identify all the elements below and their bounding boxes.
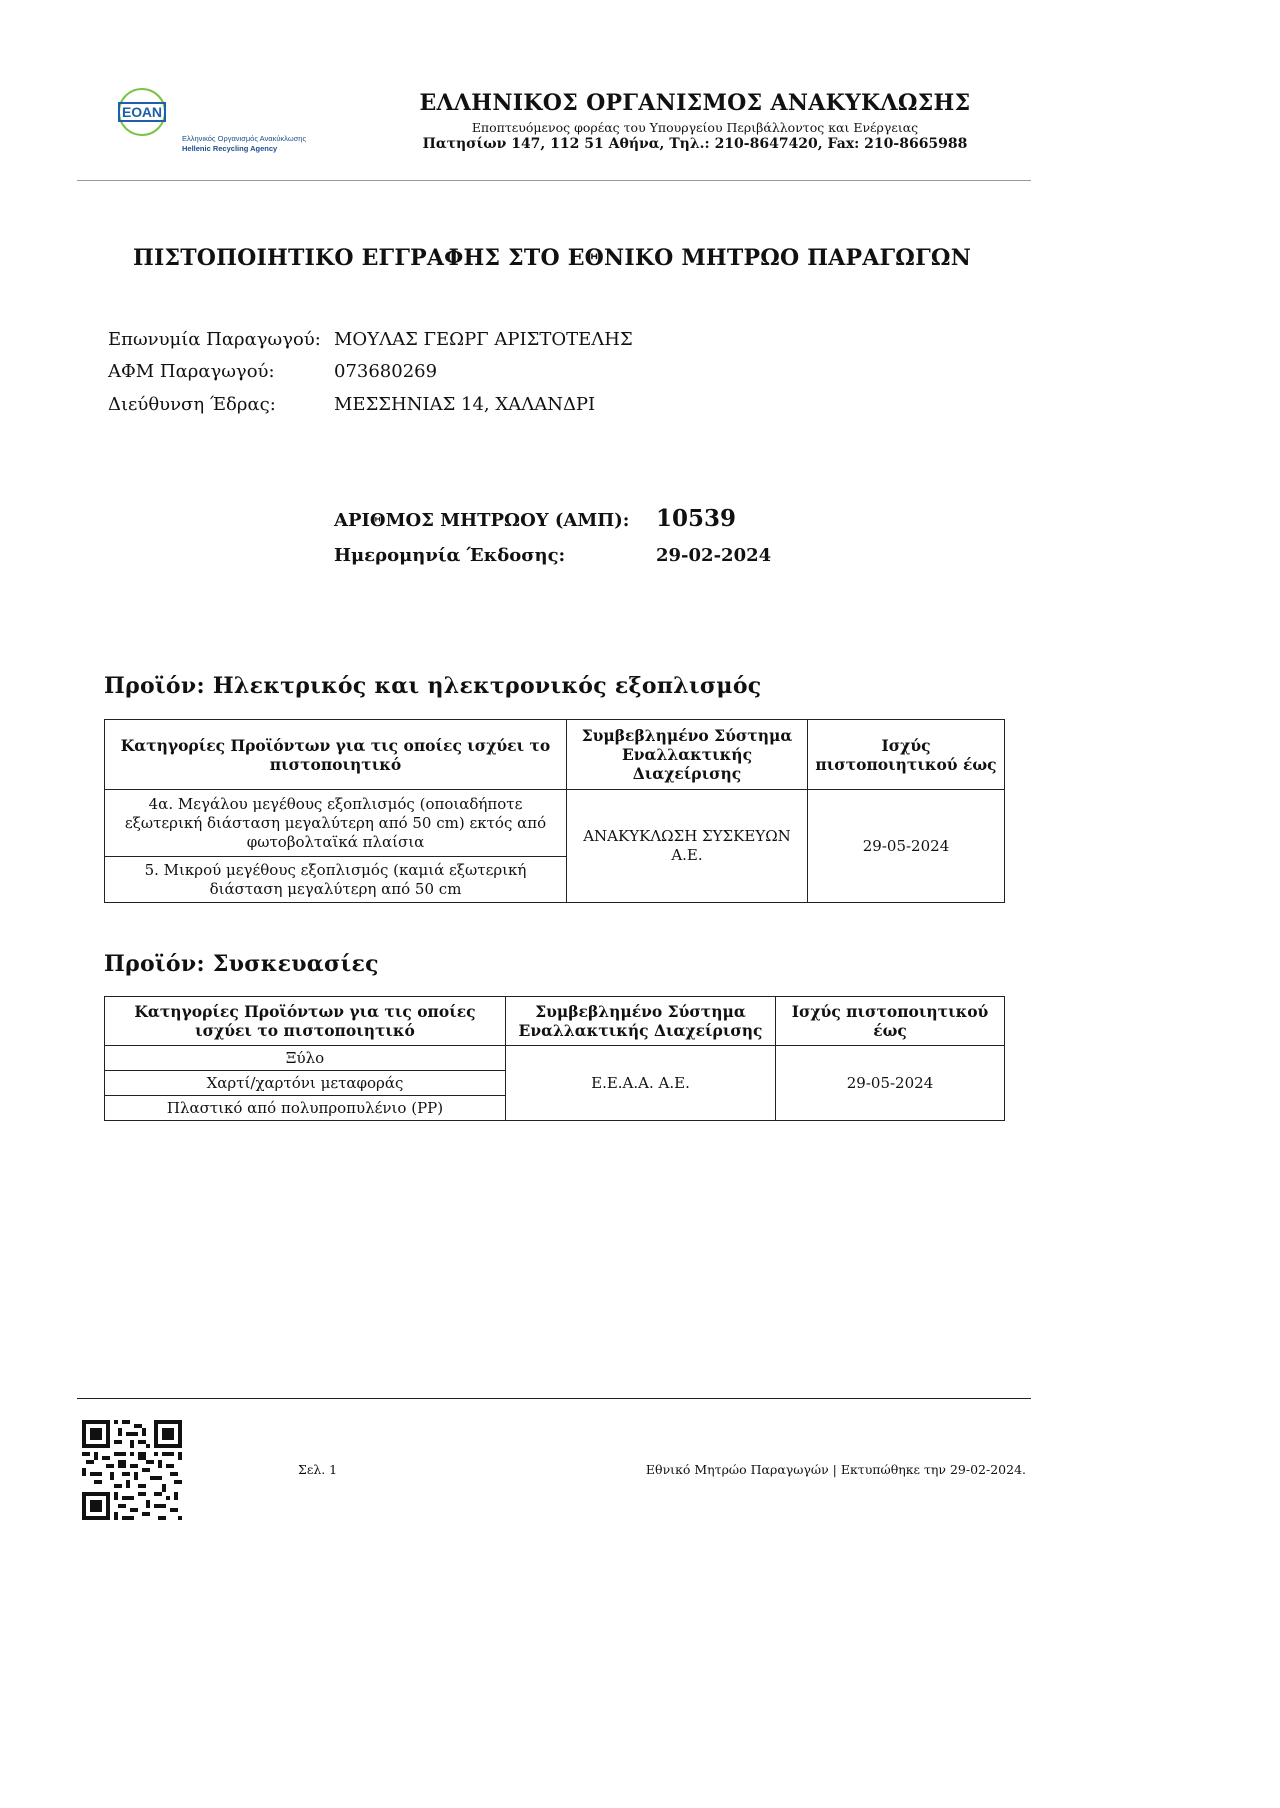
valid-cell: 29-05-2024 xyxy=(776,1046,1005,1121)
issue-date-value: 29-02-2024 xyxy=(656,545,772,566)
col-system: Συμβεβλημένο Σύστημα Εναλλακτικής Διαχείρισης xyxy=(567,720,808,790)
system-cell: Ε.Ε.Α.Α. Α.Ε. xyxy=(506,1046,776,1121)
registry-number-label: ΑΡΙΘΜΟΣ ΜΗΤΡΩΟΥ (ΑΜΠ): xyxy=(334,510,630,531)
producer-address-label: Διεύθυνση Έδρας: xyxy=(108,394,276,415)
registry-number-value: 10539 xyxy=(656,505,737,532)
table-row: Πλαστικό από πολυπροπυλένιο (PP) xyxy=(105,1096,506,1121)
col-categories: Κατηγορίες Προϊόντων για τις οποίες ισχύει το πιστοποιητικό xyxy=(105,720,567,790)
qr-code xyxy=(82,1420,182,1520)
table-row: Χαρτί/χαρτόνι μεταφοράς xyxy=(105,1071,506,1096)
electrical-product-title: Προϊόν: Ηλεκτρικός και ηλεκτρονικός εξοπλισμός xyxy=(104,673,762,699)
electrical-table xyxy=(104,719,1005,903)
document-title: ΠΙΣΤΟΠΟΙΗΤΙΚΟ ΕΓΓΡΑΦΗΣ ΣΤΟ ΕΘΝΙΚΟ ΜΗΤΡΩΟ ΠΑΡΑΓΩΓΩΝ xyxy=(132,245,972,271)
col-categories: Κατηγορίες Προϊόντων για τις οποίες ισχύει το πιστοποιητικό xyxy=(105,997,506,1046)
producer-name-value: ΜΟΥΛΑΣ ΓΕΩΡΓ ΑΡΙΣΤΟΤΕΛΗΣ xyxy=(334,329,633,350)
packaging-product-title: Προϊόν: Συσκευασίες xyxy=(104,951,379,977)
org-title: ΕΛΛΗΝΙΚΟΣ ΟΡΓΑΝΙΣΜΟΣ ΑΝΑΚΥΚΛΩΣΗΣ xyxy=(419,90,971,116)
col-valid: Ισχύς πιστοποιητικού έως xyxy=(808,720,1005,790)
table-row: 4α. Μεγάλου μεγέθους εξοπλισμός (οποιαδήποτε εξωτερική διάσταση μεγαλύτερη από 50 cm) εκτός από φωτοβολταϊκά πλαίσια xyxy=(105,790,567,857)
logo-text: ΕΟΑΝ xyxy=(118,102,166,122)
producer-address-value: ΜΕΣΣΗΝΙΑΣ 14, ΧΑΛΑΝΔΡΙ xyxy=(334,394,596,415)
agency-logo xyxy=(118,88,166,136)
producer-name-label: Επωνυμία Παραγωγού: xyxy=(108,329,321,350)
page-number: Σελ. 1 xyxy=(298,1462,338,1477)
print-info: Εθνικό Μητρώο Παραγωγών | Εκτυπώθηκε την 29-02-2024. xyxy=(645,1462,1026,1477)
org-subtitle: Εποπτευόμενος φορέας του Υπουργείου Περιβάλλοντος και Ενέργειας xyxy=(471,120,919,135)
issue-date-label: Ημερομηνία Έκδοσης: xyxy=(334,545,566,566)
col-valid: Ισχύς πιστοποιητικού έως xyxy=(776,997,1005,1046)
header-divider xyxy=(77,180,1031,181)
packaging-table xyxy=(104,996,1005,1121)
producer-afm-label: ΑΦΜ Παραγωγού: xyxy=(108,361,275,382)
footer-divider xyxy=(77,1398,1031,1399)
system-cell: ΑΝΑΚΥΚΛΩΣΗ ΣΥΣΚΕΥΩΝ Α.Ε. xyxy=(567,790,808,903)
table-row: 5. Μικρού μεγέθους εξοπλισμός (καμιά εξωτερική διάσταση μεγαλύτερη από 50 cm xyxy=(105,857,567,903)
org-address: Πατησίων 147, 112 51 Αθήνα, Τηλ.: 210-8647420, Fax: 210-8665988 xyxy=(422,136,968,152)
valid-cell: 29-05-2024 xyxy=(808,790,1005,903)
logo-subtitle: Ελληνικός Οργανισμός Ανακύκλωσης Hellenic Recycling Agency xyxy=(182,134,307,153)
table-row: Ξύλο xyxy=(105,1046,506,1071)
col-system: Συμβεβλημένο Σύστημα Εναλλακτικής Διαχείρισης xyxy=(506,997,776,1046)
producer-afm-value: 073680269 xyxy=(334,361,438,382)
